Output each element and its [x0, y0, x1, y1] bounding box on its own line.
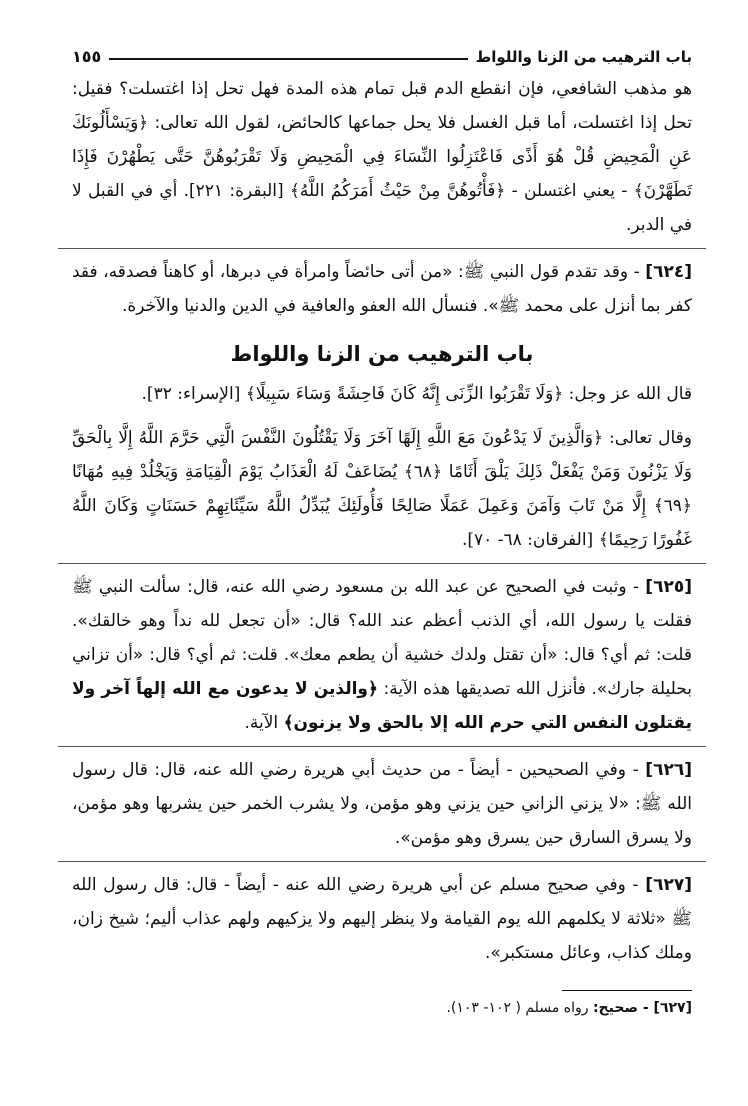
hadith-text: - وفي صحيح مسلم عن أبي هريرة رضي الله عنه - أيضاً - قال: قال رسول الله ﷺ «ثلاثة لا يكلمهم الله يوم القيامة ولا ينظر إليهم ولا يزكيهم ولهم عذاب أليم؛ شيخ زان، وملك كذاب، وعائل مستكبر». [72, 875, 692, 963]
page-number: ١٥٥ [72, 47, 102, 66]
running-header [72, 38, 692, 66]
header-rule [109, 58, 467, 60]
hadith-text: - وقد تقدم قول النبي ﷺ: «من أتى حائضاً وامرأة في دبرها، أو كاهناً فصدقه، فقد كفر بما أنزل على محمد ﷺ». فنسأل الله العفو والعافية في الدين والدنيا والآخرة. [72, 262, 692, 316]
intro-paragraph: هو مذهب الشافعي، فإن انقطع الدم قبل تمام هذه المدة فهل تحل إذا اغتسلت؟ فقيل: تحل إذا اغتسلت، أما قبل الغسل فلا يحل جماعها كالحائض، لقول الله تعالى: ﴿وَيَسْأَلُونَكَ عَنِ الْمَحِيضِ قُلْ هُوَ أَذًى فَاعْتَزِلُوا النِّسَاءَ فِي الْمَحِيضِ وَلَا تَقْرَبُوهُنَّ حَتَّى يَطْهُرْنَ فَإِذَا تَطَهَّرْنَ﴾ - يعني اغتسلن - ﴿فَأْتُوهُنَّ مِنْ حَيْثُ أَمَرَكُمُ اللَّهُ﴾ [البقرة: ٢٢١]. أي في القبل لا في الدبر. [72, 79, 692, 235]
section-title: باب الترهيب من الزنا واللواط [230, 342, 534, 366]
paragraph-divider [58, 563, 706, 564]
hadith-bold-verse: ﴿والذين لا يدعون مع الله إلهاً آخر ولا يقتلون النفس التي حرم الله إلا بالحق ولا يزنون﴾ [72, 679, 692, 733]
footnote-number: [٦٢٧] [653, 1000, 692, 1016]
hadith-627 [72, 868, 692, 970]
hadith-text: - وفي الصحيحين - أيضاً - من حديث أبي هريرة رضي الله عنه، قال: قال رسول الله ﷺ: «لا يزني الزاني حين يزني وهو مؤمن، ولا يشرب الخمر حين يشربها وهو مؤمن، ولا يسرق السارق حين يسرق وهو مؤمن». [72, 760, 692, 848]
footnote-label: - صحيح: [592, 1000, 654, 1016]
hadith-625 [72, 570, 692, 740]
hadith-number: [٦٢٥] [645, 577, 692, 597]
hadith-number: [٦٢٤] [645, 262, 692, 282]
footnote [446, 996, 692, 1020]
hadith-624 [72, 255, 692, 323]
paragraph-divider [58, 746, 706, 747]
verse-isra: قال الله عز وجل: ﴿وَلَا تَقْرَبُوا الزِّنَى إِنَّهُ كَانَ فَاحِشَةً وَسَاءَ سَبِيلًا﴾ [الإسراء: ٣٢]. [141, 384, 692, 404]
header-title: باب الترهيب من الزنا واللواط [475, 48, 692, 66]
verse-furqan: وقال تعالى: ﴿وَالَّذِينَ لَا يَدْعُونَ مَعَ اللَّهِ إِلَهًا آخَرَ وَلَا يَقْتُلُونَ النَّفْسَ الَّتِي حَرَّمَ اللَّهُ إِلَّا بِالْحَقِّ وَلَا يَزْنُونَ وَمَنْ يَفْعَلْ ذَلِكَ يَلْقَ أَثَامًا ﴿٦٨﴾ يُضَاعَفْ لَهُ الْعَذَابُ يَوْمَ الْقِيَامَةِ وَيَخْلُدْ فِيهِ مُهَانًا ﴿٦٩﴾ إِلَّا مَنْ تَابَ وَآمَنَ وَعَمِلَ عَمَلًا صَالِحًا فَأُولَئِكَ يُبَدِّلُ اللَّهُ سَيِّئَاتِهِمْ حَسَنَاتٍ وَكَانَ اللَّهُ غَفُورًا رَحِيمًا﴾ [الفرقان: ٦٨- ٧٠]. [72, 428, 693, 550]
footnote-rule [562, 990, 692, 991]
hadith-tail: الآية. [244, 713, 284, 733]
paragraph-divider [58, 861, 706, 862]
hadith-text: - وثبت في الصحيح عن عبد الله بن مسعود رضي الله عنه، قال: سألت النبي ﷺ فقلت يا رسول الله، أي الذنب أعظم عند الله؟ قال: «أن تجعل لله نداً وهو خالقك». قلت: ثم أي؟ قال: «أن تقتل ولدك خشية أن يطعم معك». قلت: ثم أي؟ قال: «أن تزاني بحليلة جارك». فأنزل الله تصديقها هذه الآية: [72, 577, 692, 699]
paragraph-divider [58, 248, 706, 249]
hadith-number: [٦٢٦] [645, 760, 692, 780]
hadith-626 [72, 753, 692, 855]
hadith-number: [٦٢٧] [645, 875, 692, 895]
footnote-text: رواه مسلم ( ١٠٢- ١٠٣). [446, 1000, 593, 1016]
book-page [72, 38, 693, 1016]
